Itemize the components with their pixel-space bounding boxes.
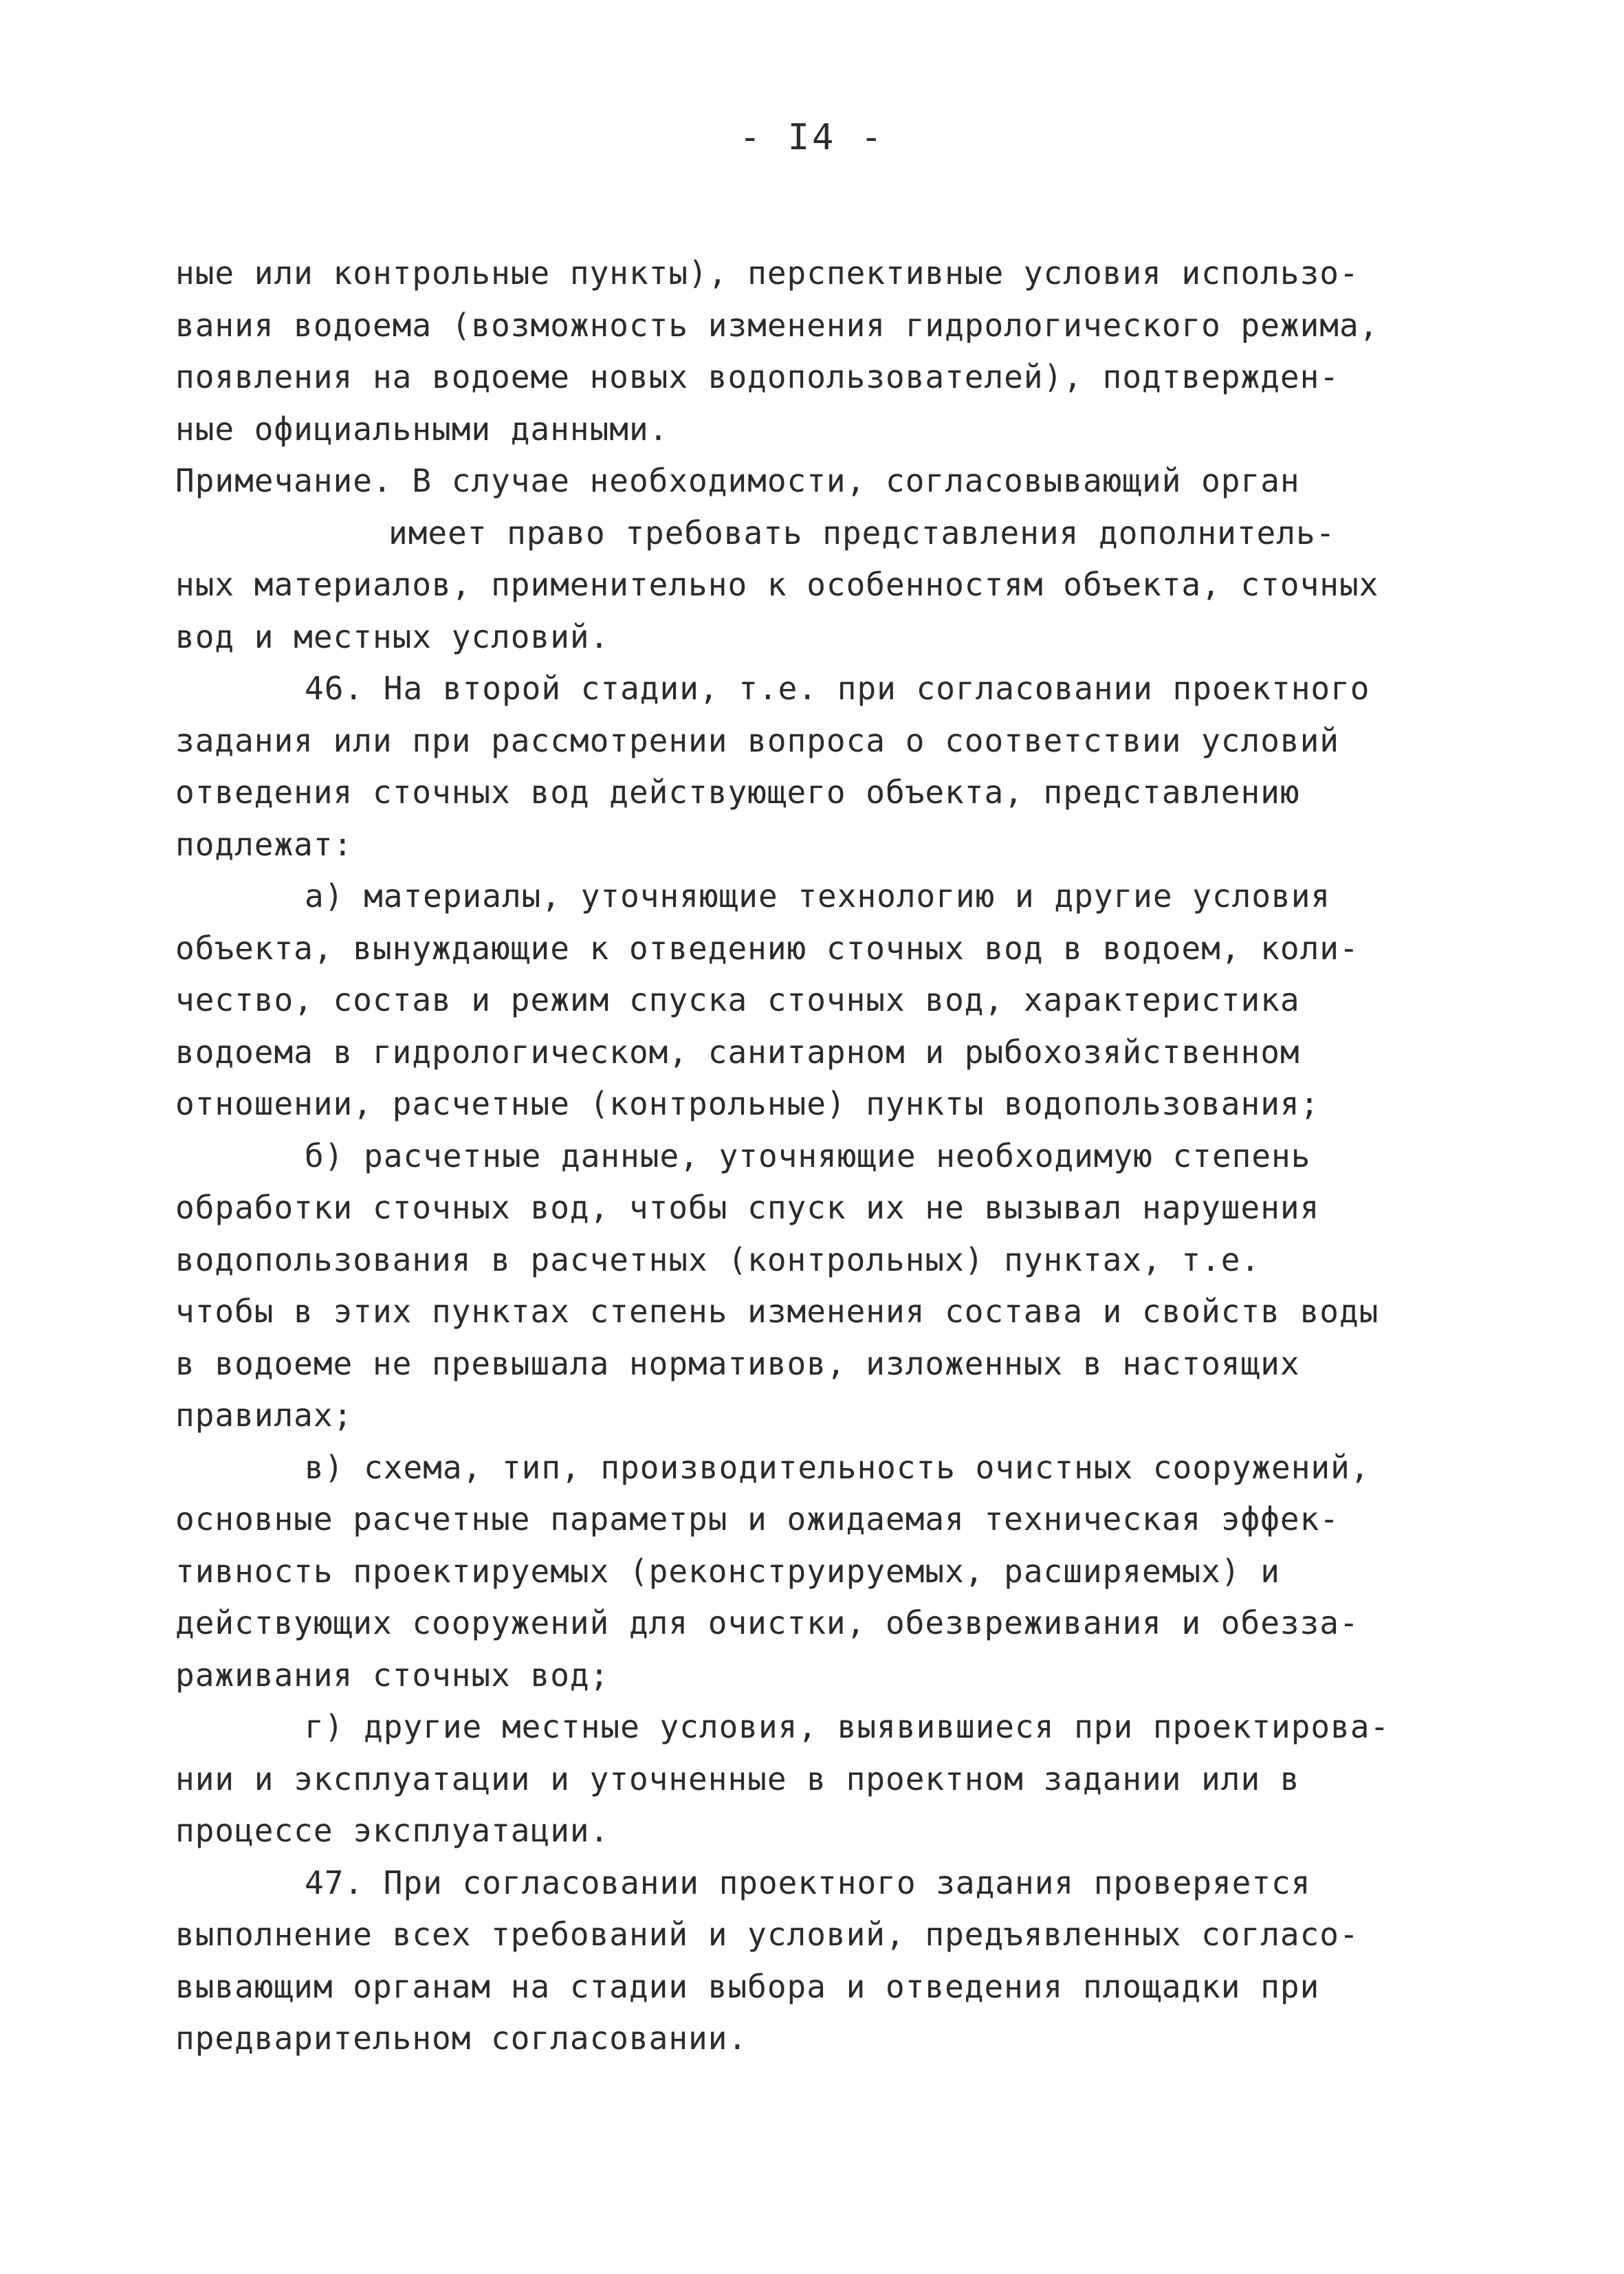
- text-line: задания или при рассмотрении вопроса о соответствии условий: [175, 721, 1339, 759]
- text-line: в водоеме не превышала нормативов, изложенных в настоящих: [175, 1344, 1300, 1382]
- text-line: ные или контрольные пункты), перспективные условия использо-: [175, 254, 1359, 292]
- text-line: вод и местных условий.: [175, 617, 610, 655]
- text-line: нии и эксплуатации и уточненные в проектном задании или в: [175, 1760, 1300, 1797]
- text-line: отведения сточных вод действующего объекта, представлению: [175, 774, 1300, 811]
- text-line: вывающим органам на стадии выбора и отведения площадки при: [175, 1967, 1320, 2005]
- text-line: б) расчетные данные, уточняющие необходимую степень: [305, 1137, 1311, 1174]
- text-line: имеет право требовать представления дополнитель-: [388, 514, 1336, 551]
- text-line: предварительном согласовании.: [175, 2020, 748, 2057]
- text-line: в) схема, тип, производительность очистных сооружений,: [305, 1448, 1370, 1486]
- text-line: основные расчетные параметры и ожидаемая техническая эффек-: [175, 1500, 1339, 1538]
- text-line: Примечание. В случае необходимости, согласовывающий орган: [175, 462, 1300, 499]
- text-line: г) другие местные условия, выявившиеся при проектирова-: [305, 1708, 1390, 1745]
- text-line: а) материалы, уточняющие технологию и другие условия: [305, 877, 1331, 915]
- text-line: 46. На второй стадии, т.е. при согласовании проектного: [305, 670, 1370, 707]
- text-line: раживания сточных вод;: [175, 1656, 610, 1694]
- text-line: 47. При согласовании проектного задания проверяется: [305, 1863, 1311, 1901]
- text-line: ные официальными данными.: [175, 410, 669, 448]
- text-line: процессе эксплуатации.: [175, 1812, 610, 1849]
- text-line: тивность проектируемых (реконструируемых, расширяемых) и: [175, 1552, 1280, 1590]
- text-line: появления на водоеме новых водопользователей), подтвержден-: [175, 358, 1339, 395]
- text-line: отношении, расчетные (контрольные) пункты водопользования;: [175, 1085, 1320, 1122]
- text-line: чество, состав и режим спуска сточных вод, характеристика: [175, 981, 1300, 1018]
- text-line: правилах;: [175, 1397, 353, 1434]
- text-line: подлежат:: [175, 825, 353, 863]
- text-line: выполнение всех требований и условий, предъявленных согласо-: [175, 1916, 1359, 1953]
- text-line: водопользования в расчетных (контрольных) пунктах, т.е.: [175, 1240, 1261, 1278]
- text-line: чтобы в этих пунктах степень изменения состава и свойств воды: [175, 1293, 1379, 1330]
- text-line: действующих сооружений для очистки, обезвреживания и обезза-: [175, 1604, 1359, 1641]
- text-line: объекта, вынуждающие к отведению сточных вод в водоем, коли-: [175, 929, 1359, 967]
- page-number: - I4 -: [739, 117, 885, 158]
- text-line: обработки сточных вод, чтобы спуск их не вызывал нарушения: [175, 1189, 1320, 1226]
- text-line: ных материалов, применительно к особенностям объекта, сточных: [175, 566, 1379, 603]
- text-line: водоема в гидрологическом, санитарном и рыбохозяйственном: [175, 1033, 1300, 1071]
- text-line: вания водоема (возможность изменения гидрологического режима,: [175, 306, 1379, 344]
- document-body: [175, 248, 1523, 2065]
